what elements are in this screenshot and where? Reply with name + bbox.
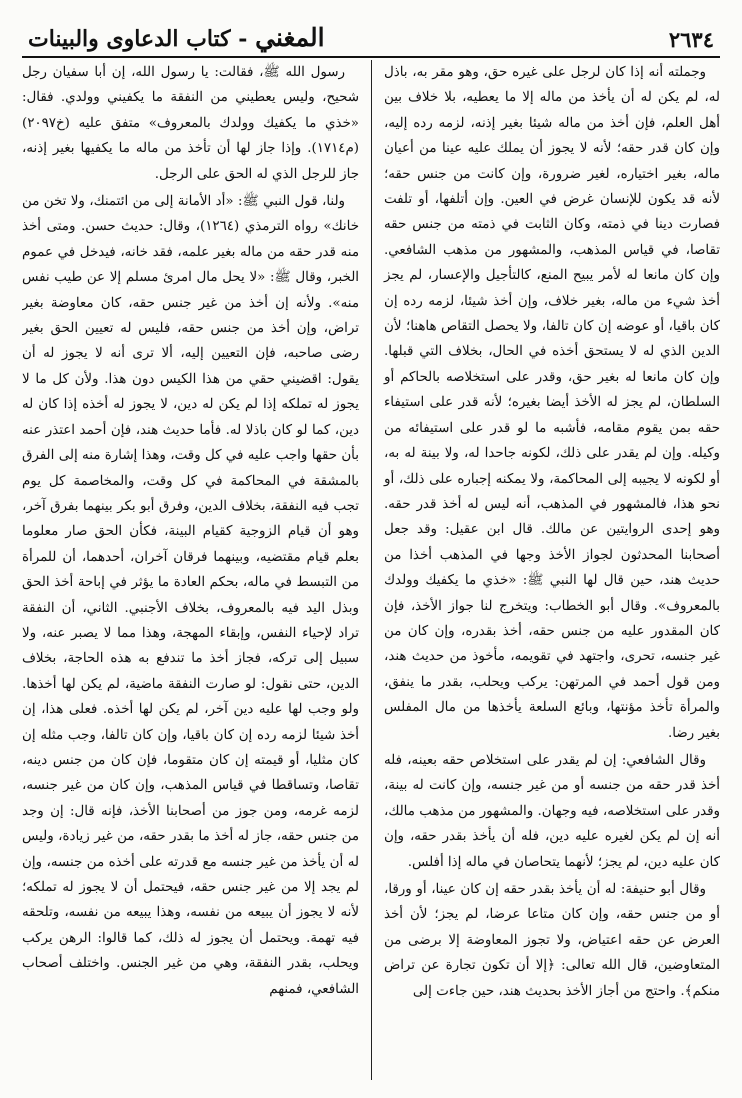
page-number: ٢٦٣٤ [668, 27, 714, 52]
paragraph: وقال الشافعي: إن لم يقدر على استخلاص حقه بعينه، فله أخذ قدر حقه من جنسه أو من غير جنسه، وإن كانت له بينة، وقدر على استخلاصه، فيه وجهان. والمشهور من مذهب مالك، أنه إن لم يكن لغيره عليه دين، فله أن يأخذ بقدر حقه، وإن كان عليه دين، لم يجز؛ لأنهما يتحاصان في ماله إذا أفلس. [384, 752, 720, 870]
paragraph: وقال أبو حنيفة: له أن يأخذ بقدر حقه إن كان عينا، أو ورقا، أو من جنس حقه، وإن كان متاعا عرضا، لم يجز؛ لأن أخذ العرض عن حقه اعتياض، ولا تجوز المعاوضة إلا برضى من المتعاوضين، قال الله تعالى: ﴿إلا أن تكون تجارة عن تراض منكم﴾. واحتج من أجاز الأخذ بحديث هند، حين جاءت إلى [384, 882, 720, 999]
book-title: المغني [255, 23, 325, 52]
text-columns [22, 60, 720, 1080]
chapter-title: - كتاب الدعاوى والبينات [28, 26, 248, 52]
paragraph: رسول الله ﷺ، فقالت: يا رسول الله، إن أبا سفيان رجل شحيح، وليس يعطيني من النفقة ما يكفيني وولدي. فقال: «خذي ما يكفيك وولدك بالمعروف» متفق عليه (خ٢٠٩٧) (م١٧١٤). وإذا جاز لها أن تأخذ من ماله ما يكفيها بغير إذنه، جاز للرجل الذي له الحق على الرجل. [22, 65, 359, 182]
right-column [371, 60, 720, 1080]
running-title [28, 23, 325, 52]
paragraph: ولنا، قول النبي ﷺ: «أد الأمانة إلى من ائتمنك، ولا تخن من خانك» رواه الترمذي (١٢٦٤)، وقال: حديث حسن. ومتى أخذ منه قدر حقه من ماله بغير علمه، فقد خانه، فيدخل في عموم الخبر، وقال ﷺ: «لا يحل مال امرئ مسلم إلا عن طيب نفس منه». ولأنه إن أخذ من غير جنس حقه، كان معاوضة بغير تراض، وإن أخذ من جنس حقه، فليس له تعيين الحق بغير رضى صاحبه، فإن التعيين إليه، ألا ترى أنه لا يجوز له أن يقول: اقضيني حقي من هذا الكيس دون هذا. ولأن كل ما لا يجوز له تملكه إذا لم يكن له دين، لا يجوز له أخذه إذا كان له دين، كما لو كان باذلا له. فأما حديث هند، فإن أحمد اعتذر عنه بأن حقها واجب عليه في كل وقت، وهذا إشارة منه إلى الفرق بالمشقة في المحاكمة في كل وقت، والمخاصمة كل يوم تجب فيه النفقة، بخلاف الدين، وفرق أبو بكر بينهما بفرق آخر، وهو أن قيام الزوجية كقيام البينة، فكأن الحق صار معلوما بعلم قيام مقتضيه، وبينهما فرقان آخران، أحدهما، أن للمرأة من التبسط في ماله، بحكم العادة ما يؤثر في إباحة أخذ الحق وبذل اليد فيه بالمعروف، بخلاف الأجنبي. الثاني، أن النفقة تراد لإحياء النفس، وإبقاء المهجة، وهذا مما لا يصبر عنه، ولا سبيل إلى تركه، فجاز أخذ ما تندفع به هذه الحاجة، بخلاف الدين، حتى نقول: لو صارت النفقة ماضية، لم يكن لها أخذها. ولو وجب لها عليه دين آخر، لم يكن لها أخذه. فعلى هذا، إن أخذ شيئا لزمه رده إن كان باقيا، وإن كان تالفا، وجب مثله إن كان مثليا، أو قيمته إن كان متقوما، فإن كان من جنس دينه، تقاصا، وتساقطا في قياس المذهب، وإن كان من غير جنسه، لزمه غرمه، ومن جوز من أصحابنا الأخذ، فإنه قال: إن وجد من جنس حقه، جاز له أخذ ما بقدر حقه، من غير زيادة، وليس له أن يأخذ من غير جنسه مع قدرته على أخذه من جنسه، وإن لم يجد إلا من غير جنس حقه، فيحتمل أن لا يجوز له تملكه؛ لأنه لا يجوز أن يبيعه من نفسه، وهذا يبيعه من نفسه، وتلحقه فيه تهمة. ويحتمل أن يجوز له ذلك، كما قالوا: الرهن يركب ويحلب، بقدر النفقة، وهي من غير الجنس. واختلف أصحاب الشافعي، فمنهم [22, 194, 359, 997]
left-column [22, 60, 371, 1080]
paragraph: وجملته أنه إذا كان لرجل على غيره حق، وهو مقر به، باذل له، لم يكن له أن يأخذ من ماله إلا ما يعطيه، بلا خلاف بين أهل العلم، فإن أخذ من ماله شيئا بغير إذنه، لزمه رده إليه، وإن كان قدر حقه؛ لأنه لا يجوز أن يملك عليه عينا من أعيان ماله، بغير اختياره، لغير ضرورة، وإن كانت من جنس حقه؛ لأنه قد يكون للإنسان غرض في العين. وإن أتلفها، أو تلفت فصارت دينا في ذمته، وكان الثابت في ذمته من جنس حقه تقاصا، في قياس المذهب، والمشهور من مذهب الشافعي. وإن كان مانعا له لأمر يبيح المنع، كالتأجيل والإعسار، لم يجز أخذ شيء من ماله، بغير خلاف، وإن أخذ شيئا، لزمه رده إن كان باقيا، أو عوضه إن كان تالفا، ولا يحصل التقاص هاهنا؛ لأن الدين الذي له لا يستحق أخذه في الحال، بخلاف التي قبلها. وإن كان مانعا له بغير حق، وقدر على استخلاصه بالحاكم أو السلطان، لم يجز له الأخذ أيضا بغيره؛ لأنه قدر على استيفاء حقه بمن يقوم مقامه، فأشبه ما لو قدر على استيفائه من وكيله. وإن لم يقدر على ذلك، لكونه جاحدا له، ولا بينة له به، أو لكونه لا يجيبه إلى المحاكمة، ولا يمكنه إجباره على ذلك، أو نحو هذا، فالمشهور في المذهب، أنه ليس له أخذ قدر حقه. وهو إحدى الروايتين عن مالك. قال ابن عقيل: وقد جعل أصحابنا المحدثون لجواز الأخذ وجها في المذهب أخذا من حديث هند، حين قال لها النبي ﷺ: «خذي ما يكفيك وولدك بالمعروف». وقال أبو الخطاب: ويتخرج لنا جواز الأخذ، فإن كان المقدور عليه من جنس حقه، أخذ بقدره، وإن كان من غير جنسه، تحرى، واجتهد في تقويمه، مأخوذ من حديث هند، ومن قول أحمد في المرتهن: يركب ويحلب، بقدر ما ينفق، والمرأة تأخذ مؤنتها، وبائع السلعة يأخذها من مال المفلس بغير رضا. [384, 65, 720, 741]
page-header [22, 16, 720, 58]
